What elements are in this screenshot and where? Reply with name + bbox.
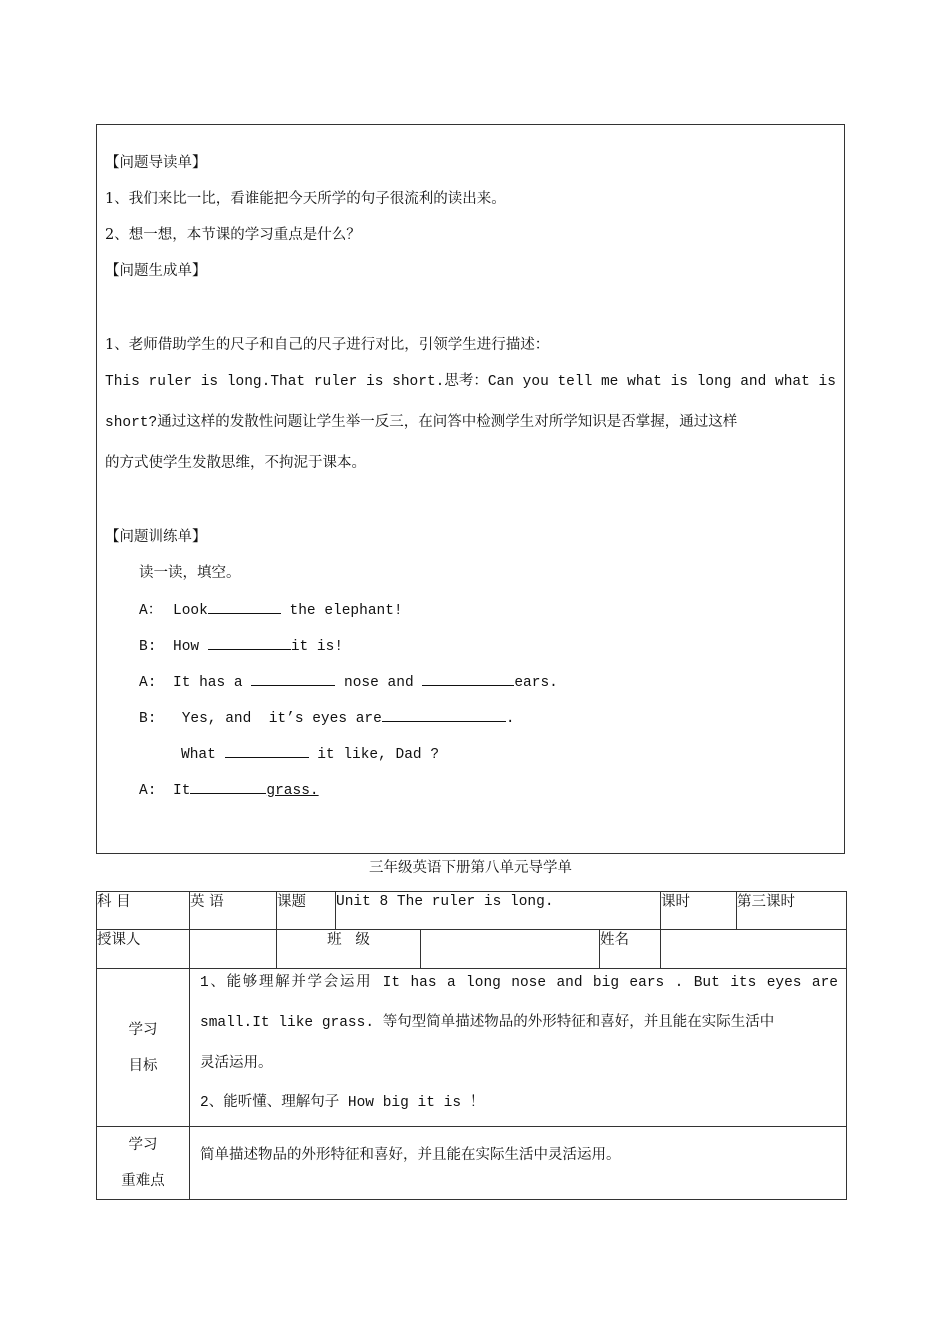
fill-blank[interactable] bbox=[208, 635, 291, 650]
fill-blank[interactable] bbox=[422, 671, 514, 686]
fill-blank[interactable] bbox=[382, 707, 506, 722]
question-sentence: Can you tell me what is long and what is bbox=[487, 374, 836, 390]
topic-value: Unit 8 The ruler is long. bbox=[336, 892, 661, 930]
fill-blank[interactable] bbox=[251, 671, 335, 686]
teacher-label: 授课人 bbox=[97, 930, 190, 969]
speaker: B: bbox=[139, 711, 157, 727]
key-points-value: 简单描述物品的外形特征和喜好，并且能在实际生活中灵活运用。 bbox=[190, 1127, 847, 1200]
question-end: short? bbox=[105, 415, 158, 431]
period-label: 课时 bbox=[661, 892, 737, 930]
period-value: 第三课时 bbox=[737, 892, 847, 930]
goals-content: 1、能够理解并学会运用 It has a long nose and big ears . But its eyes are small.It like grass. 等句型简单描述物品的外形特征和喜好，并且能在实际生活中 灵活运用。 2、能听懂、理解句子 How big it is ！ bbox=[190, 969, 847, 1127]
exercise-line-2: B: How it is! bbox=[139, 635, 343, 657]
generation-item-3 bbox=[105, 412, 737, 433]
name-label: 姓名 bbox=[600, 930, 661, 969]
guide-box bbox=[96, 124, 845, 854]
class-label: 班 级 bbox=[277, 930, 421, 969]
exercise-line-3: A: It has a nose and ears. bbox=[139, 671, 558, 693]
think-label: 思考： bbox=[444, 373, 488, 389]
speaker: A: bbox=[139, 675, 157, 691]
heading-practice: 【问题训练单】 bbox=[105, 529, 207, 545]
generation-item-2 bbox=[105, 371, 836, 392]
exercise-line-4: B: Yes, and it’s eyes are . bbox=[139, 707, 515, 729]
key-points-label: 学习 重难点 bbox=[97, 1127, 190, 1200]
fill-blank[interactable] bbox=[208, 599, 281, 614]
topic-label: 课题 bbox=[277, 892, 336, 930]
speaker: A: bbox=[139, 783, 157, 799]
exercise-line-6: A: It grass. bbox=[139, 779, 319, 801]
practice-instruction: 读一读，填空。 bbox=[139, 565, 241, 581]
subject-value: 英 语 bbox=[190, 892, 277, 930]
exercise-line-1: A： Look the elephant! bbox=[139, 599, 403, 621]
worksheet-title: 三年级英语下册第八单元导学单 bbox=[369, 860, 572, 876]
speaker: A： bbox=[139, 603, 163, 619]
fill-blank[interactable] bbox=[225, 743, 309, 758]
heading-reading-guide: 【问题导读单】 bbox=[105, 155, 207, 171]
generation-explanation: 通过这样的发散性问题让学生举一反三，在问答中检测学生对所学知识是否掌握，通过这样 bbox=[157, 414, 738, 430]
example-sentence: This ruler is long.That ruler is short. bbox=[105, 374, 445, 390]
lesson-info-table bbox=[96, 891, 847, 1200]
fill-blank[interactable] bbox=[190, 779, 266, 794]
guide-item-2: 2、想一想，本节课的学习重点是什么？ bbox=[105, 227, 361, 243]
guide-item-1: 1、我们来比一比，看谁能把今天所学的句子很流利的读出来。 bbox=[105, 191, 506, 207]
exercise-line-5: What it like, Dad ? bbox=[181, 743, 439, 765]
speaker: B: bbox=[139, 639, 157, 655]
generation-item-1: 1、老师借助学生的尺子和自己的尺子进行对比，引领学生进行描述： bbox=[105, 337, 550, 353]
heading-question-generation: 【问题生成单】 bbox=[105, 263, 207, 279]
goals-label: 学习 目标 bbox=[97, 969, 190, 1127]
subject-label: 科 目 bbox=[97, 892, 190, 930]
generation-item-4: 的方式使学生发散思维，不拘泥于课本。 bbox=[105, 455, 366, 471]
